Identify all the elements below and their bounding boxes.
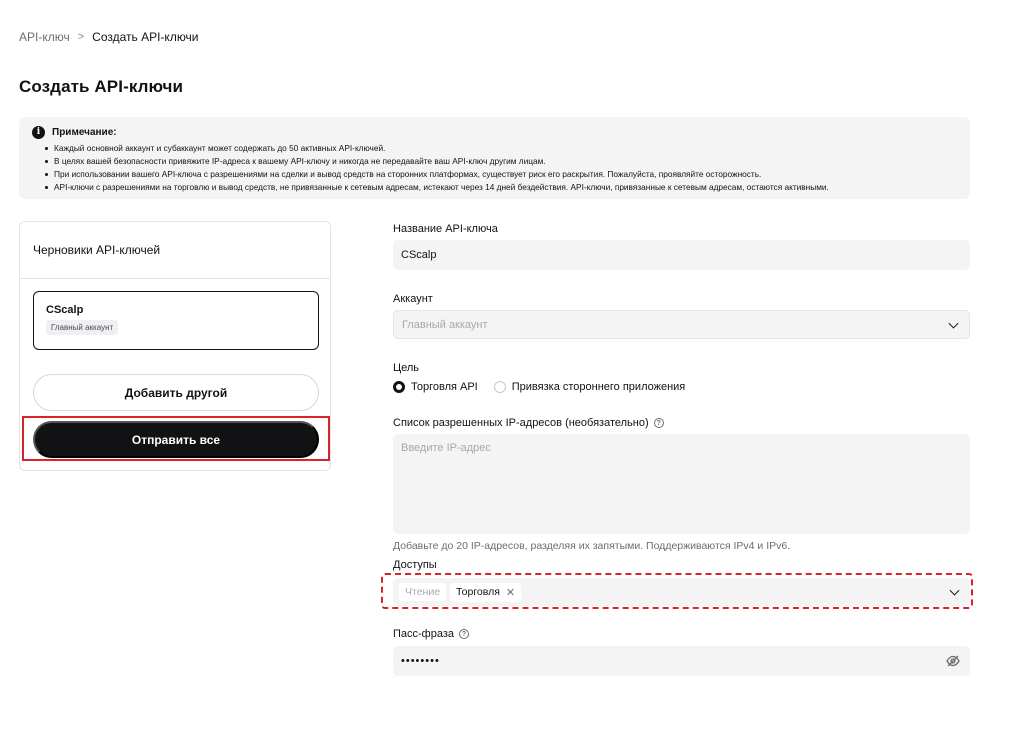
drafts-title: Черновики API-ключей: [20, 222, 330, 279]
submit-highlight-box: [22, 416, 330, 461]
breadcrumb-current: Создать API-ключи: [92, 30, 199, 44]
passphrase-value: ••••••••: [401, 655, 440, 667]
passphrase-label: [393, 628, 469, 640]
ip-whitelist-textarea[interactable]: [393, 434, 970, 534]
account-placeholder: Главный аккаунт: [402, 318, 488, 331]
radio-unselected-icon[interactable]: [494, 381, 506, 393]
purpose-radio-trading-api[interactable]: [393, 381, 478, 393]
note-header: [32, 125, 958, 139]
breadcrumb-parent-link[interactable]: API-ключ: [19, 30, 70, 44]
ip-placeholder: Введите IP-адрес: [401, 442, 491, 454]
purpose-option-label: Привязка стороннего приложения: [511, 381, 686, 393]
api-key-name-value: CScalp: [401, 249, 437, 261]
note-item: Каждый основной аккаунт и субаккаунт может содержать до 50 активных API-ключей.: [54, 142, 958, 155]
ip-label-text: Список разрешенных IP-адресов (необязательно): [393, 417, 649, 429]
access-tag-label: Чтение: [405, 586, 441, 598]
submit-all-button[interactable]: Отправить все: [33, 421, 319, 458]
access-label-text: Доступы: [393, 559, 437, 571]
eye-off-icon[interactable]: [946, 655, 960, 667]
purpose-label: [393, 362, 419, 374]
draft-card[interactable]: [33, 291, 319, 350]
account-label: [393, 293, 433, 305]
page-title: Создать API-ключи: [19, 77, 184, 96]
api-key-name-input[interactable]: [393, 240, 970, 270]
note-title: Примечание:: [52, 126, 117, 138]
access-highlight-box: [381, 573, 973, 609]
name-label-text: Название API-ключа: [393, 223, 498, 235]
chevron-down-icon: [949, 318, 959, 328]
breadcrumb: [19, 30, 199, 44]
help-icon[interactable]: ?: [654, 418, 664, 428]
help-icon[interactable]: ?: [459, 629, 469, 639]
note-list: [32, 142, 958, 194]
note-item: В целях вашей безопасности привяжите IP-адреса к вашему API-ключу и никогда не передавайте ваш API-ключ другим лицам.: [54, 155, 958, 168]
access-tag-label: Торговля: [456, 586, 500, 598]
chevron-right-icon: >: [77, 31, 85, 43]
passphrase-input[interactable]: [393, 646, 970, 676]
add-another-button[interactable]: Добавить другой: [33, 374, 319, 411]
note-panel: [19, 117, 970, 199]
account-label-text: Аккаунт: [393, 293, 433, 305]
purpose-label-text: Цель: [393, 362, 420, 374]
passphrase-label-text: Пасс-фраза: [393, 628, 455, 640]
radio-selected-icon[interactable]: [393, 381, 405, 393]
ip-label: [393, 417, 664, 429]
account-select[interactable]: [393, 310, 970, 339]
draft-name: CScalp: [46, 304, 84, 316]
ip-hint: Добавьте до 20 IP-адресов, разделяя их запятыми. Поддерживаются IPv4 и IPv6.: [393, 540, 791, 552]
info-icon: i: [32, 126, 45, 139]
close-icon[interactable]: ✕: [505, 586, 516, 599]
purpose-option-label: Торговля API: [411, 381, 478, 393]
access-label: [393, 559, 437, 571]
purpose-radio-group: [393, 381, 685, 393]
note-item: При использовании вашего API-ключа с разрешениями на сделки и вывод средств на сторонних платформах, существует риск его раскрытия. Пожалуйста, проявляйте осторожность.: [54, 168, 958, 181]
name-label: [393, 223, 498, 235]
purpose-radio-third-party[interactable]: [494, 381, 686, 393]
note-item: API-ключи с разрешениями на торговлю и вывод средств, не привязанные к сетевым адресам, истекают через 14 дней бездействия. API-ключи, привязанные к сетевым адресам, остаются активными.: [54, 181, 958, 194]
draft-account-badge: Главный аккаунт: [46, 320, 118, 335]
